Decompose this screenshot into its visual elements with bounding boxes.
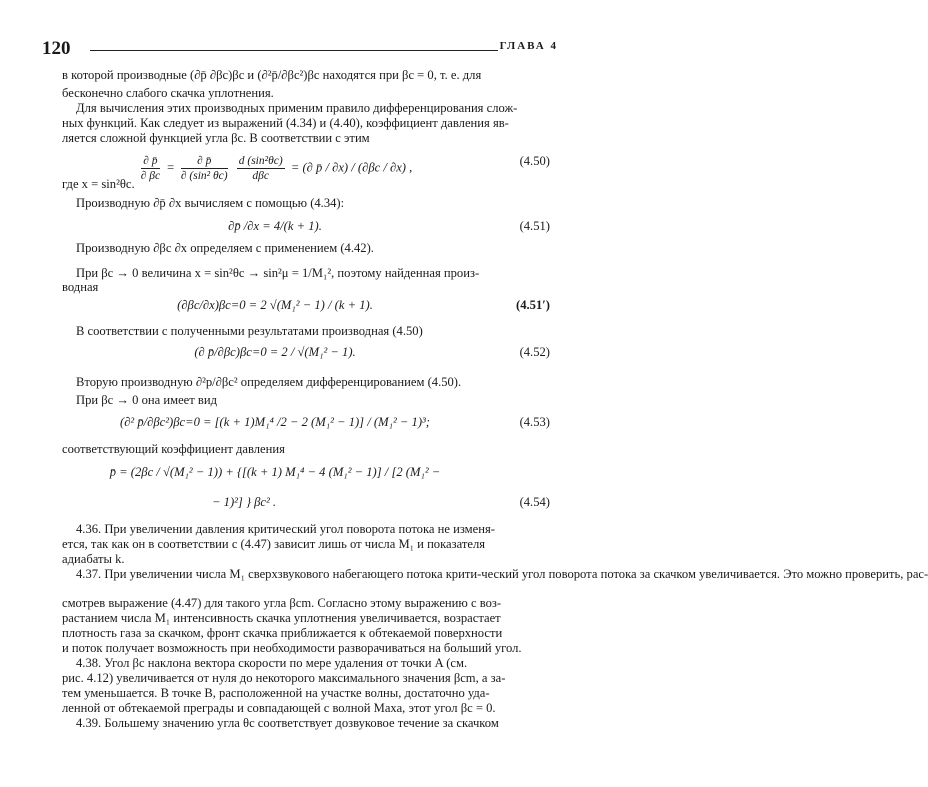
equation-rhs: = (∂ p̄ / ∂x) / (∂βс / ∂x) , [290,160,413,175]
text-line: Производную ∂p̄ ∂x вычисляем с помощью (4.34): [76,196,345,210]
equation-number: (4.52) [519,345,550,359]
text-line: смотрев выражение (4.47) для такого угла βсm. Согласно этому выражению с воз- [62,596,502,610]
text-line: адиабаты k. [62,552,125,566]
equation-body: p̄ = (2βс / √(M₁² − 1)) + {[(k + 1) M₁⁴ − 4 (M₁² − 1)] / [2 (M₁² − [109,465,441,479]
text-line: и поток получает возможность при необходимости разворачиваться на больший угол. [62,641,522,655]
text-line: ленной от обтекаемой преграды и совпадающей с волной Маха, этот угол βс = 0. [62,701,496,715]
text-line: При βс → 0 она имеет вид [76,393,218,407]
equation-4-51 [62,212,550,242]
text-line: ляется сложной функцией угла βс. В соответствии с этим [62,131,370,145]
equation-4-51-prime [62,291,550,321]
equation-number: (4.54) [519,495,550,509]
equation-4-50: $\frac{\partial p̄}{\partial \beta с}$ = $\frac{\partial p̄}{\text{∂ (sin² θс)}}$ $\frac{\text{d (sin²θс)}}{\text{dβс}}$ = (∂ p̄ / ∂x) / (∂βс / ∂x) , (4.50) [140,154,550,182]
equation-number: (4.53) [519,415,550,429]
equation-4-54-part2 [62,488,550,518]
running-head: ГЛАВА 4 [499,40,558,52]
fraction: $\frac{\partial p̄}{\partial \beta с}$ [140,155,161,182]
text-line: Производную ∂βс ∂x определяем с применением (4.42). [76,241,374,255]
fraction: $\frac{\partial p̄}{\text{∂ (sin² θс)}}$ [180,155,228,182]
text-line: 4.37. При увеличении числа M₁ сверхзвукового набегающего потока крити-ческий угол поворота потока за скачком увеличивается. Это можно проверить, рас- [76,567,928,581]
text-line: При βс → 0 величина x = sin²θс → sin²μ = 1/M₁², поэтому найденная произ- [76,266,480,280]
equation-body: (∂βс/∂x)βс=0 = 2 √(M₁² − 1) / (k + 1). [177,298,373,312]
equation-4-54-part1 [62,458,550,488]
text-line: где x = sin²θс. [62,177,135,191]
equation-number: (4.51′) [516,298,550,312]
text-line: В соответствии с полученными результатами производная (4.50) [76,324,423,338]
equation-4-52 [62,338,550,368]
text-line: Для вычисления этих производных применим правило дифференцирования слож- [76,101,518,115]
text-line: рис. 4.12) увеличивается от нуля до некоторого максимального значения βсm, а за- [62,671,506,685]
equation-body: (∂ p̄/∂βс)βс=0 = 2 / √(M₁² − 1). [194,345,356,359]
equation-4-53 [62,408,550,438]
text-line: растанием числа M₁ интенсивность скачка уплотнения увеличивается, возрастает [62,611,501,625]
equation-body: ∂p̄ /∂x = 4/(k + 1). [228,219,322,233]
page-header [42,38,558,60]
page-number: 120 [42,38,71,59]
text-line: тем уменьшается. В точке B, расположенной на участке волны, достаточно уда- [62,686,490,700]
text-line: плотность газа за скачком, фронт скачка приближается к обтекаемой поверхности [62,626,503,640]
text-line: водная [62,280,99,294]
text-line: 4.36. При увеличении давления критический угол поворота потока не изменя- [76,522,495,536]
text-line: ных функций. Как следует из выражений (4.34) и (4.40), коэффициент давления яв- [62,116,509,130]
text-line: в которой производные (∂p̄ ∂βс)βс и (∂²p̄/∂βс²)βс находятся при βс = 0, т. е. для [62,68,482,82]
equation-body: (∂² p̄/∂βс²)βс=0 = [(k + 1)M₁⁴ /2 − 2 (M₁² − 1)] / (M₁² − 1)³; [120,415,430,429]
equation-number: (4.50) [519,154,550,168]
fraction: $\frac{\text{d (sin²θс)}}{\text{dβс}}$ [238,155,283,182]
text-line: 4.38. Угол βс наклона вектора скорости по мере удаления от точки A (см. [76,656,468,670]
text-line: соответствующий коэффициент давления [62,442,285,456]
text-line: Вторую производную ∂²p/∂βс² определяем дифференцированием (4.50). [76,375,462,389]
text-line: 4.39. Большему значению угла θс соответствует дозвуковое течение за скачком [76,716,499,730]
text-line: ется, так как он в соответствии с (4.47) зависит лишь от числа M₁ и показателя [62,537,486,551]
equation-body: − 1)²] } βс² . [212,495,277,509]
header-rule [90,50,498,51]
text-line: бесконечно слабого скачка уплотнения. [62,86,274,100]
equation-number: (4.51) [519,219,550,233]
